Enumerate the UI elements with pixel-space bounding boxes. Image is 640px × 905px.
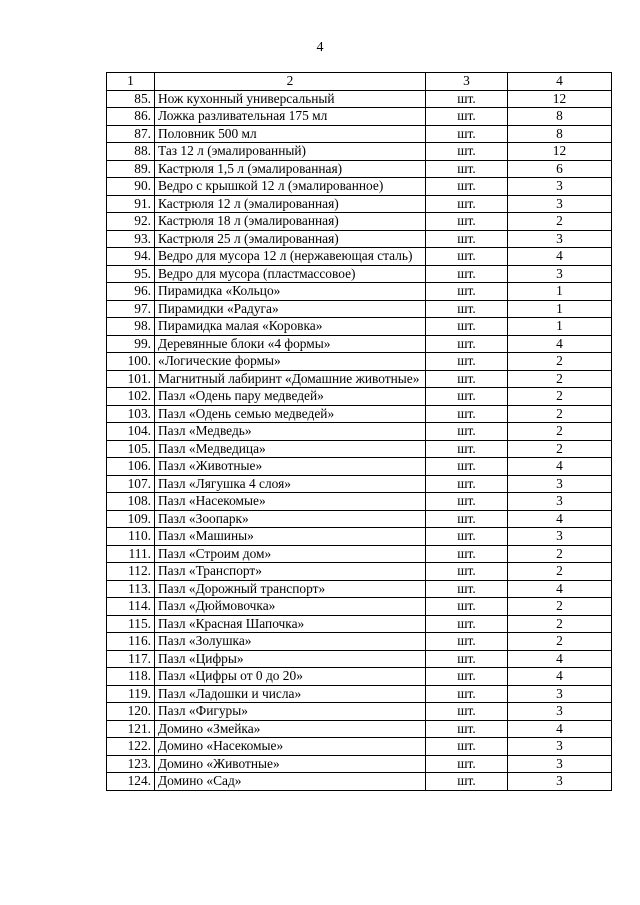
row-number: 111.: [107, 545, 155, 563]
item-name: Домино «Змейка»: [155, 720, 426, 738]
item-quantity: 4: [508, 335, 612, 353]
item-quantity: 2: [508, 388, 612, 406]
table-header-row: [107, 73, 612, 91]
item-name: Пазл «Цифры»: [155, 650, 426, 668]
item-name: Кастрюля 1,5 л (эмалированная): [155, 160, 426, 178]
row-number: 123.: [107, 755, 155, 773]
table-row: [107, 685, 612, 703]
item-unit: шт.: [426, 528, 508, 546]
item-name: Ведро с крышкой 12 л (эмалированное): [155, 178, 426, 196]
item-unit: шт.: [426, 318, 508, 336]
item-name: Пазл «Лягушка 4 слоя»: [155, 475, 426, 493]
item-name: Пазл «Медведь»: [155, 423, 426, 441]
item-quantity: 3: [508, 475, 612, 493]
row-number: 100.: [107, 353, 155, 371]
item-unit: шт.: [426, 475, 508, 493]
item-quantity: 2: [508, 213, 612, 231]
item-quantity: 1: [508, 283, 612, 301]
row-number: 105.: [107, 440, 155, 458]
row-number: 118.: [107, 668, 155, 686]
row-number: 98.: [107, 318, 155, 336]
item-quantity: 2: [508, 353, 612, 371]
item-unit: шт.: [426, 563, 508, 581]
item-name: Половник 500 мл: [155, 125, 426, 143]
item-name: Пазл «Транспорт»: [155, 563, 426, 581]
item-unit: шт.: [426, 90, 508, 108]
row-number: 87.: [107, 125, 155, 143]
item-quantity: 6: [508, 160, 612, 178]
row-number: 112.: [107, 563, 155, 581]
table-row: [107, 230, 612, 248]
item-unit: шт.: [426, 230, 508, 248]
item-name: Кастрюля 18 л (эмалированная): [155, 213, 426, 231]
row-number: 102.: [107, 388, 155, 406]
item-name: Пазл «Одень пару медведей»: [155, 388, 426, 406]
item-unit: шт.: [426, 335, 508, 353]
table-row: [107, 283, 612, 301]
table-row: [107, 213, 612, 231]
item-name: Пазл «Медведица»: [155, 440, 426, 458]
item-name: Пазл «Дюймовочка»: [155, 598, 426, 616]
row-number: 116.: [107, 633, 155, 651]
item-unit: шт.: [426, 300, 508, 318]
item-unit: шт.: [426, 265, 508, 283]
item-quantity: 3: [508, 738, 612, 756]
item-unit: шт.: [426, 580, 508, 598]
item-quantity: 4: [508, 510, 612, 528]
table-row: [107, 633, 612, 651]
item-name: Магнитный лабиринт «Домашние животные»: [155, 370, 426, 388]
table-row: [107, 423, 612, 441]
item-unit: шт.: [426, 633, 508, 651]
item-unit: шт.: [426, 388, 508, 406]
item-name: Пирамидка «Кольцо»: [155, 283, 426, 301]
item-quantity: 4: [508, 248, 612, 266]
table-row: [107, 388, 612, 406]
row-number: 119.: [107, 685, 155, 703]
item-unit: шт.: [426, 510, 508, 528]
item-unit: шт.: [426, 283, 508, 301]
item-quantity: 2: [508, 633, 612, 651]
item-name: Пазл «Дорожный транспорт»: [155, 580, 426, 598]
item-quantity: 3: [508, 493, 612, 511]
table-row: [107, 440, 612, 458]
row-number: 101.: [107, 370, 155, 388]
row-number: 107.: [107, 475, 155, 493]
item-name: Домино «Животные»: [155, 755, 426, 773]
item-quantity: 1: [508, 300, 612, 318]
item-name: Пазл «Фигуры»: [155, 703, 426, 721]
item-name: Пазл «Насекомые»: [155, 493, 426, 511]
item-unit: шт.: [426, 668, 508, 686]
row-number: 109.: [107, 510, 155, 528]
row-number: 99.: [107, 335, 155, 353]
table-row: [107, 370, 612, 388]
table-row: [107, 720, 612, 738]
row-number: 122.: [107, 738, 155, 756]
item-quantity: 3: [508, 773, 612, 791]
header-cell-name: 2: [155, 73, 426, 91]
table-row: [107, 353, 612, 371]
item-unit: шт.: [426, 738, 508, 756]
table-row: [107, 703, 612, 721]
item-name: Ведро для мусора (пластмассовое): [155, 265, 426, 283]
item-name: Пазл «Красная Шапочка»: [155, 615, 426, 633]
table-row: [107, 458, 612, 476]
item-name: Пазл «Строим дом»: [155, 545, 426, 563]
item-unit: шт.: [426, 213, 508, 231]
table-row: [107, 528, 612, 546]
row-number: 90.: [107, 178, 155, 196]
item-unit: шт.: [426, 248, 508, 266]
item-name: Деревянные блоки «4 формы»: [155, 335, 426, 353]
row-number: 115.: [107, 615, 155, 633]
table-row: [107, 405, 612, 423]
item-quantity: 1: [508, 318, 612, 336]
item-name: Нож кухонный универсальный: [155, 90, 426, 108]
row-number: 92.: [107, 213, 155, 231]
item-quantity: 3: [508, 685, 612, 703]
table-row: [107, 545, 612, 563]
item-quantity: 2: [508, 440, 612, 458]
item-quantity: 2: [508, 615, 612, 633]
item-quantity: 4: [508, 720, 612, 738]
item-name: Пазл «Одень семью медведей»: [155, 405, 426, 423]
row-number: 94.: [107, 248, 155, 266]
item-unit: шт.: [426, 458, 508, 476]
item-name: Домино «Насекомые»: [155, 738, 426, 756]
row-number: 120.: [107, 703, 155, 721]
item-unit: шт.: [426, 773, 508, 791]
item-name: Пирамидки «Радуга»: [155, 300, 426, 318]
table-row: [107, 738, 612, 756]
item-quantity: 3: [508, 528, 612, 546]
item-quantity: 3: [508, 703, 612, 721]
table-row: [107, 475, 612, 493]
item-quantity: 4: [508, 580, 612, 598]
item-name: Ложка разливательная 175 мл: [155, 108, 426, 126]
item-quantity: 3: [508, 195, 612, 213]
item-quantity: 3: [508, 178, 612, 196]
item-name: Пазл «Золушка»: [155, 633, 426, 651]
item-unit: шт.: [426, 178, 508, 196]
item-name: Пазл «Ладошки и числа»: [155, 685, 426, 703]
item-unit: шт.: [426, 195, 508, 213]
row-number: 108.: [107, 493, 155, 511]
item-name: Домино «Сад»: [155, 773, 426, 791]
item-quantity: 2: [508, 545, 612, 563]
item-unit: шт.: [426, 685, 508, 703]
item-unit: шт.: [426, 440, 508, 458]
item-unit: шт.: [426, 160, 508, 178]
table-row: [107, 125, 612, 143]
item-unit: шт.: [426, 650, 508, 668]
item-unit: шт.: [426, 703, 508, 721]
item-unit: шт.: [426, 493, 508, 511]
table-row: [107, 300, 612, 318]
item-name: Таз 12 л (эмалированный): [155, 143, 426, 161]
row-number: 104.: [107, 423, 155, 441]
item-quantity: 2: [508, 370, 612, 388]
row-number: 113.: [107, 580, 155, 598]
table-row: [107, 108, 612, 126]
header-cell-qty: 4: [508, 73, 612, 91]
row-number: 103.: [107, 405, 155, 423]
table-row: [107, 248, 612, 266]
item-unit: шт.: [426, 353, 508, 371]
item-name: Кастрюля 25 л (эмалированная): [155, 230, 426, 248]
item-unit: шт.: [426, 615, 508, 633]
table-body: [107, 73, 612, 791]
row-number: 117.: [107, 650, 155, 668]
row-number: 95.: [107, 265, 155, 283]
table-row: [107, 160, 612, 178]
item-quantity: 2: [508, 405, 612, 423]
item-quantity: 8: [508, 108, 612, 126]
table-row: [107, 773, 612, 791]
table-row: [107, 580, 612, 598]
table-row: [107, 615, 612, 633]
row-number: 124.: [107, 773, 155, 791]
item-name: Пирамидка малая «Коровка»: [155, 318, 426, 336]
item-quantity: 2: [508, 598, 612, 616]
table-row: [107, 755, 612, 773]
item-quantity: 4: [508, 668, 612, 686]
item-quantity: 3: [508, 755, 612, 773]
item-name: Ведро для мусора 12 л (нержавеющая сталь): [155, 248, 426, 266]
row-number: 114.: [107, 598, 155, 616]
item-unit: шт.: [426, 405, 508, 423]
item-unit: шт.: [426, 370, 508, 388]
item-unit: шт.: [426, 720, 508, 738]
table-row: [107, 143, 612, 161]
row-number: 106.: [107, 458, 155, 476]
table-row: [107, 493, 612, 511]
table-row: [107, 195, 612, 213]
item-quantity: 4: [508, 458, 612, 476]
header-cell-num: 1: [107, 73, 155, 91]
item-name: «Логические формы»: [155, 353, 426, 371]
table-row: [107, 510, 612, 528]
item-quantity: 8: [508, 125, 612, 143]
row-number: 121.: [107, 720, 155, 738]
item-name: Кастрюля 12 л (эмалированная): [155, 195, 426, 213]
item-name: Пазл «Цифры от 0 до 20»: [155, 668, 426, 686]
item-quantity: 12: [508, 143, 612, 161]
item-quantity: 3: [508, 265, 612, 283]
items-table: [106, 72, 612, 791]
row-number: 97.: [107, 300, 155, 318]
item-name: Пазл «Зоопарк»: [155, 510, 426, 528]
row-number: 86.: [107, 108, 155, 126]
table-row: [107, 650, 612, 668]
item-quantity: 4: [508, 650, 612, 668]
table-row: [107, 90, 612, 108]
item-unit: шт.: [426, 598, 508, 616]
item-unit: шт.: [426, 108, 508, 126]
item-name: Пазл «Машины»: [155, 528, 426, 546]
table-row: [107, 668, 612, 686]
item-unit: шт.: [426, 755, 508, 773]
header-cell-unit: 3: [426, 73, 508, 91]
item-quantity: 2: [508, 423, 612, 441]
row-number: 91.: [107, 195, 155, 213]
item-quantity: 3: [508, 230, 612, 248]
row-number: 89.: [107, 160, 155, 178]
row-number: 85.: [107, 90, 155, 108]
table-row: [107, 563, 612, 581]
table-row: [107, 335, 612, 353]
row-number: 88.: [107, 143, 155, 161]
item-unit: шт.: [426, 143, 508, 161]
item-quantity: 12: [508, 90, 612, 108]
row-number: 110.: [107, 528, 155, 546]
item-unit: шт.: [426, 545, 508, 563]
table-row: [107, 318, 612, 336]
item-unit: шт.: [426, 125, 508, 143]
item-name: Пазл «Животные»: [155, 458, 426, 476]
row-number: 93.: [107, 230, 155, 248]
table-row: [107, 598, 612, 616]
item-unit: шт.: [426, 423, 508, 441]
row-number: 96.: [107, 283, 155, 301]
table-row: [107, 178, 612, 196]
page-number: 4: [316, 40, 324, 55]
item-quantity: 2: [508, 563, 612, 581]
table-row: [107, 265, 612, 283]
